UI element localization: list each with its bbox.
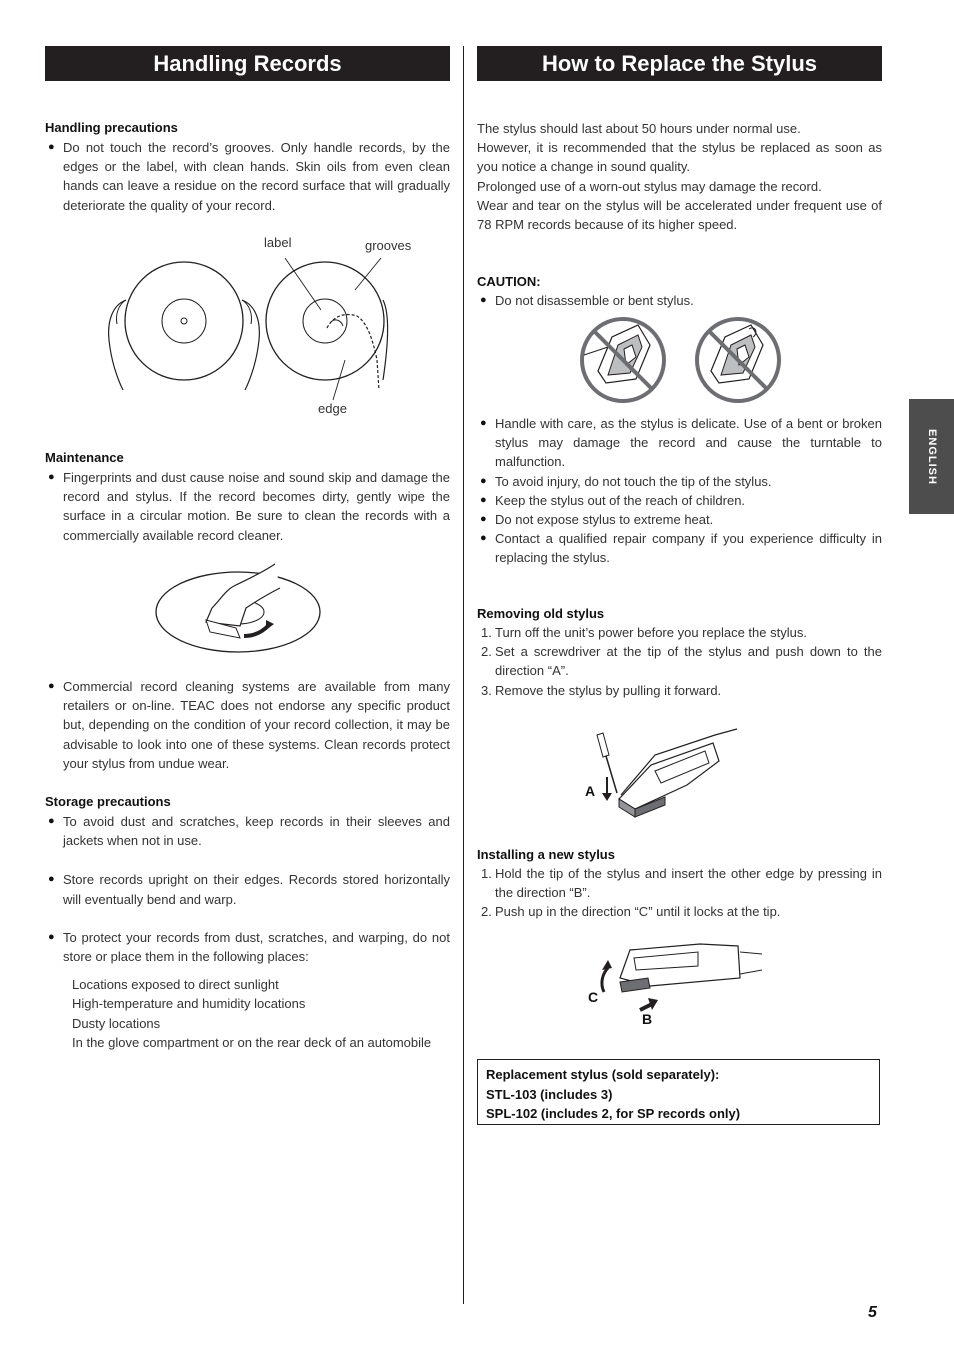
replacement-heading: Replacement stylus (sold separately): <box>486 1067 720 1082</box>
handling-bullet: ● Do not touch the record’s grooves. Only handle records, by the edges or the label, with clean hands. Skin oils from even clean hands can leave a residue on the record surface that will gradually deteriorate the quality of your record. <box>45 138 450 215</box>
removing-section <box>477 606 882 700</box>
handling-precautions-heading: Handling precautions <box>45 120 178 135</box>
stylus-care-bullets <box>477 414 882 568</box>
caution-heading: CAUTION: <box>477 274 541 289</box>
storage-section <box>45 794 450 1052</box>
maintenance-section-2 <box>45 677 450 773</box>
list-item: In the glove compartment or on the rear deck of an automobile <box>72 1034 432 1050</box>
removing-heading: Removing old stylus <box>477 606 605 621</box>
column-divider <box>463 46 464 1304</box>
storage-bullet-3: ● To protect your records from dust, scratches, and warping, do not store or place them in the following places: <box>45 928 450 966</box>
storage-heading: Storage precautions <box>45 794 171 809</box>
handling-records-title: Handling Records <box>45 46 450 81</box>
installing-stylus-illustration <box>590 938 765 1018</box>
no-disassemble-icon <box>578 315 668 405</box>
intro-line: However, it is recommended that the stylus be replaced as soon as you notice a change in sound quality. <box>477 140 882 175</box>
label-callout: label <box>264 235 292 250</box>
page-number: 5 <box>868 1304 877 1321</box>
maintenance-bullet-1: ● Fingerprints and dust cause noise and sound skip and damage the record and stylus. If the record becomes dirty, gently wipe the surface in a circular motion. Be sure to clean the records with a commercially available record cleaner. <box>45 468 450 545</box>
stylus-intro <box>477 119 882 234</box>
removing-stylus-illustration <box>595 725 745 825</box>
list-item: Locations exposed to direct sunlight <box>72 977 279 993</box>
installing-step: 2. Push up in the direction “C” until it locks at the tip. <box>481 904 781 920</box>
intro-line: Prolonged use of a worn-out stylus may damage the record. <box>477 178 822 194</box>
storage-bullet-1: ● To avoid dust and scratches, keep records in their sleeves and jackets when not in use. <box>45 812 450 850</box>
installing-step: 1. Hold the tip of the stylus and insert the other edge by pressing in the direction “B”. <box>481 866 882 901</box>
care-bullet: ● Keep the stylus out of the reach of children. <box>477 491 882 510</box>
intro-line: The stylus should last about 50 hours under normal use. <box>477 121 801 136</box>
removing-step: 2. Set a screwdriver at the tip of the stylus and push down to the direction “A”. <box>481 644 882 679</box>
care-bullet: ● Handle with care, as the stylus is delicate. Use of a bent or broken stylus may damage the record and cause the turntable to malfunction. <box>477 414 882 472</box>
removing-step: 3. Remove the stylus by pulling it forward. <box>481 682 722 698</box>
list-item: High-temperature and humidity locations <box>72 996 306 1012</box>
holding-record-illustration <box>95 230 425 420</box>
list-item: Dusty locations <box>72 1015 161 1031</box>
replacement-stylus-box <box>477 1059 880 1125</box>
cleaning-record-illustration <box>150 560 330 660</box>
maintenance-heading: Maintenance <box>45 450 124 465</box>
replace-stylus-title: How to Replace the Stylus <box>477 46 882 81</box>
caution-section <box>477 274 882 310</box>
replacement-item: SPL-102 (includes 2, for SP records only) <box>486 1106 741 1121</box>
intro-line: Wear and tear on the stylus will be accelerated under frequent use of 78 RPM records because of its higher speed. <box>477 197 882 233</box>
storage-places-list <box>45 975 450 1052</box>
replacement-item: STL-103 (includes 3) <box>486 1086 613 1102</box>
grooves-callout: grooves <box>365 238 412 253</box>
maintenance-section <box>45 450 450 545</box>
edge-callout: edge <box>318 401 347 416</box>
language-tab: ENGLISH <box>909 399 954 514</box>
removing-step: 1. Turn off the unit’s power before you replace the stylus. <box>481 625 807 640</box>
care-bullet: ● Contact a qualified repair company if you experience difficulty in replacing the stylus. <box>477 529 882 567</box>
care-bullet: ● Do not expose stylus to extreme heat. <box>477 510 882 529</box>
installing-section <box>477 847 882 922</box>
installing-heading: Installing a new stylus <box>477 847 615 862</box>
no-bending-icon <box>693 315 783 405</box>
storage-bullet-2: ● Store records upright on their edges. Records stored horizontally will eventually bend and warp. <box>45 870 450 908</box>
direction-b-label: B <box>642 1011 653 1027</box>
care-bullet: ● To avoid injury, do not touch the tip of the stylus. <box>477 472 882 491</box>
direction-c-label: C <box>588 989 599 1005</box>
caution-bullet: ● Do not disassemble or bent stylus. <box>477 291 882 310</box>
handling-precautions-section <box>45 120 450 215</box>
direction-a-label: A <box>585 783 596 799</box>
maintenance-bullet-2: ● Commercial record cleaning systems are available from many retailers or on-line. TEAC does not endorse any specific product but, depending on the condition of your record collection, it may be advisable to look into one of these systems. Clean records protect your stylus from undue wear. <box>45 677 450 773</box>
